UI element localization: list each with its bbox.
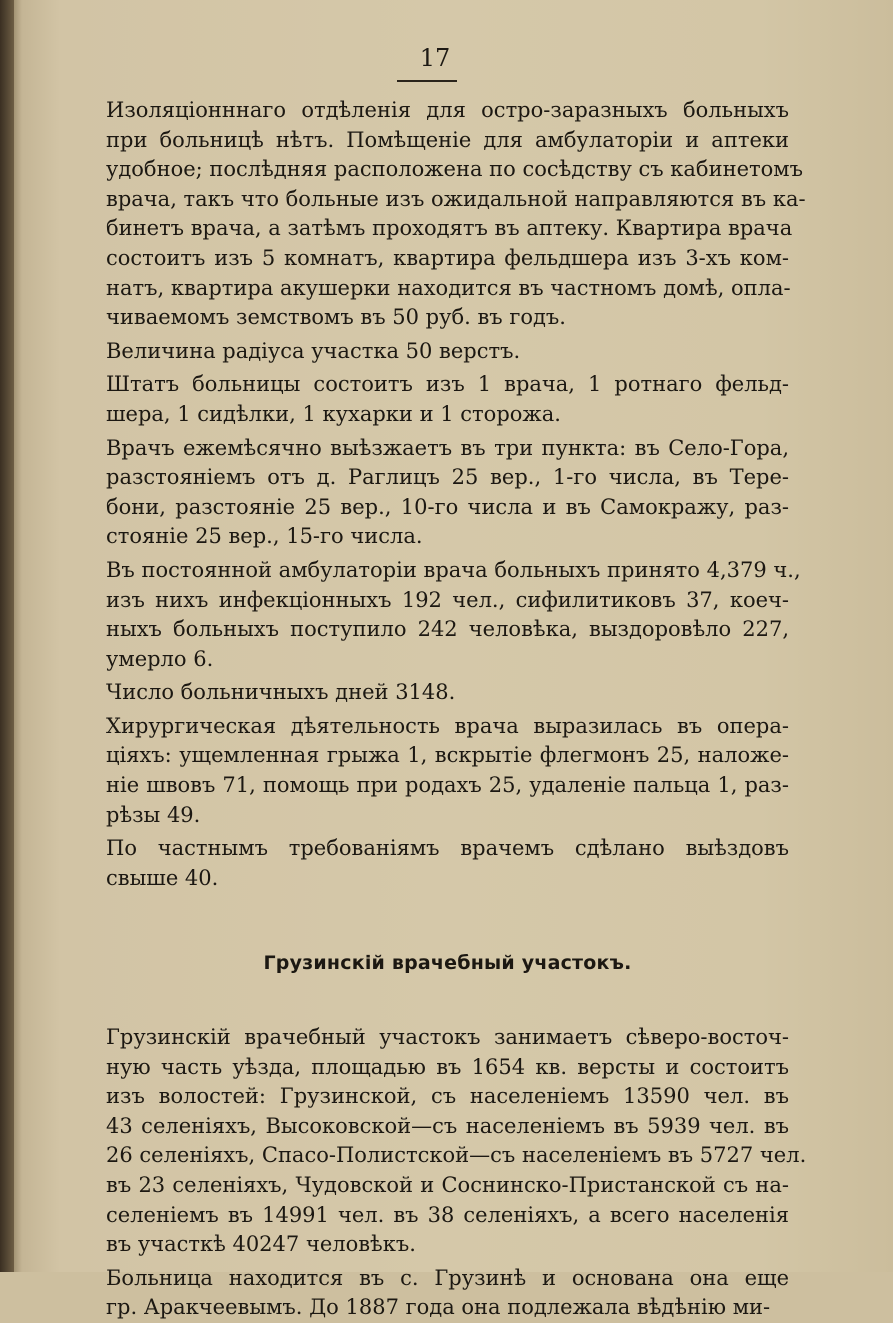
text-line: селеніемъ въ 14991 чел. въ 38 селеніяхъ, а всего населенія [106,1202,789,1227]
text-line: умерло 6. [106,646,214,671]
text-line: при больницѣ нѣтъ. Помѣщеніе для амбулаторіи и аптеки [106,127,789,152]
paragraph [106,1264,789,1323]
text-line: ныхъ больныхъ поступило 242 человѣка, выздоровѣло 227, [106,617,789,642]
text-line: Въ постоянной амбулаторіи врача больныхъ принято 4,379 ч., [106,557,801,582]
section-before [106,96,806,893]
text-line: Хирургическая дѣятельность врача выразилась въ опера- [106,713,789,738]
page-number: 17 [419,44,451,72]
text-line: свыше 40. [106,865,219,890]
text-line: ціяхъ: ущемленная грыжа 1, вскрытіе флегмонъ 25, наложе- [106,743,789,768]
text-line: 26 селеніяхъ, Спасо-Полистской—съ населеніемъ въ 5727 чел. [106,1143,807,1168]
text-line: рѣзы 49. [106,802,201,827]
section-after [106,1023,807,1323]
text-line: изъ нихъ инфекціонныхъ 192 чел., сифилитиковъ 37, коеч- [106,587,789,612]
text-line: въ 23 селеніяхъ, Чудовской и Соснинско-Пристанской съ на- [106,1173,789,1197]
paragraph [106,834,789,893]
paragraph [106,96,806,333]
text-line: бинетъ врача, а затѣмъ проходятъ въ аптеку. Квартира врача [106,216,793,241]
text-line: изъ волостей: Грузинской, съ населеніемъ 13590 чел. въ [106,1084,789,1109]
text-line: разстояніемъ отъ д. Раглицъ 25 вер., 1-го числа, въ Тере- [106,465,789,490]
text-line: 43 селеніяхъ, Высоковской—съ населеніемъ въ 5939 чел. въ [106,1113,789,1138]
paragraph [106,556,801,674]
paragraph [106,434,789,552]
text-line: Число больничныхъ дней 3148. [106,680,456,705]
page-number-rule [397,80,457,82]
text-line: состоитъ изъ 5 комнатъ, квартира фельдшера изъ 3-хъ ком- [106,245,789,270]
text-line: Грузинскій врачебный участокъ занимаетъ сѣверо-восточ- [106,1025,789,1050]
text-line: Штатъ больницы состоитъ изъ 1 врача, 1 ротнаго фельд- [106,372,789,397]
text-line: Больница находится въ с. Грузинѣ и основана она еще [106,1265,789,1290]
text-line: чиваемомъ земствомъ въ 50 руб. въ годъ. [106,305,566,330]
text-line: натъ, квартира акушерки находится въ частномъ домѣ, опла- [106,275,791,300]
paragraph [106,337,789,367]
text-line: стояніе 25 вер., 15-го числа. [106,524,423,549]
text-line: бони, разстояніе 25 вер., 10-го числа и въ Самокражу, раз- [106,494,789,519]
body-text [106,96,807,1323]
text-line: врача, такъ что больные изъ ожидальной направляются въ ка- [106,186,806,211]
text-line: удобное; послѣдняя расположена по сосѣдству съ кабинетомъ [106,157,803,182]
text-line: Изоляціонннаго отдѣленія для остро-заразныхъ больныхъ [106,98,789,122]
section-heading: Грузинскій врачебный участокъ. [263,952,632,975]
text-line: Величина радіуса участка 50 верстъ. [106,338,521,363]
text-line: гр. Аракчеевымъ. До 1887 года она подлежала вѣдѣнію ми- [106,1295,771,1320]
text-line: въ участкѣ 40247 человѣкъ. [106,1232,416,1257]
paragraph [106,678,789,708]
paragraph [106,1023,807,1260]
paragraph [106,370,789,429]
text-line: Врачъ ежемѣсячно выѣзжаетъ въ три пункта: въ Село-Гора, [106,435,789,460]
text-line: ніе швовъ 71, помощь при родахъ 25, удаленіе пальца 1, раз- [106,773,789,798]
paragraph [106,712,789,830]
text-line: ную часть уѣзда, площадью въ 1654 кв. версты и состоитъ [106,1054,789,1079]
text-line: По частнымъ требованіямъ врачемъ сдѣлано выѣздовъ [106,836,789,861]
text-line: шера, 1 сидѣлки, 1 кухарки и 1 сторожа. [106,401,561,426]
book-spine-shadow [0,0,14,1272]
